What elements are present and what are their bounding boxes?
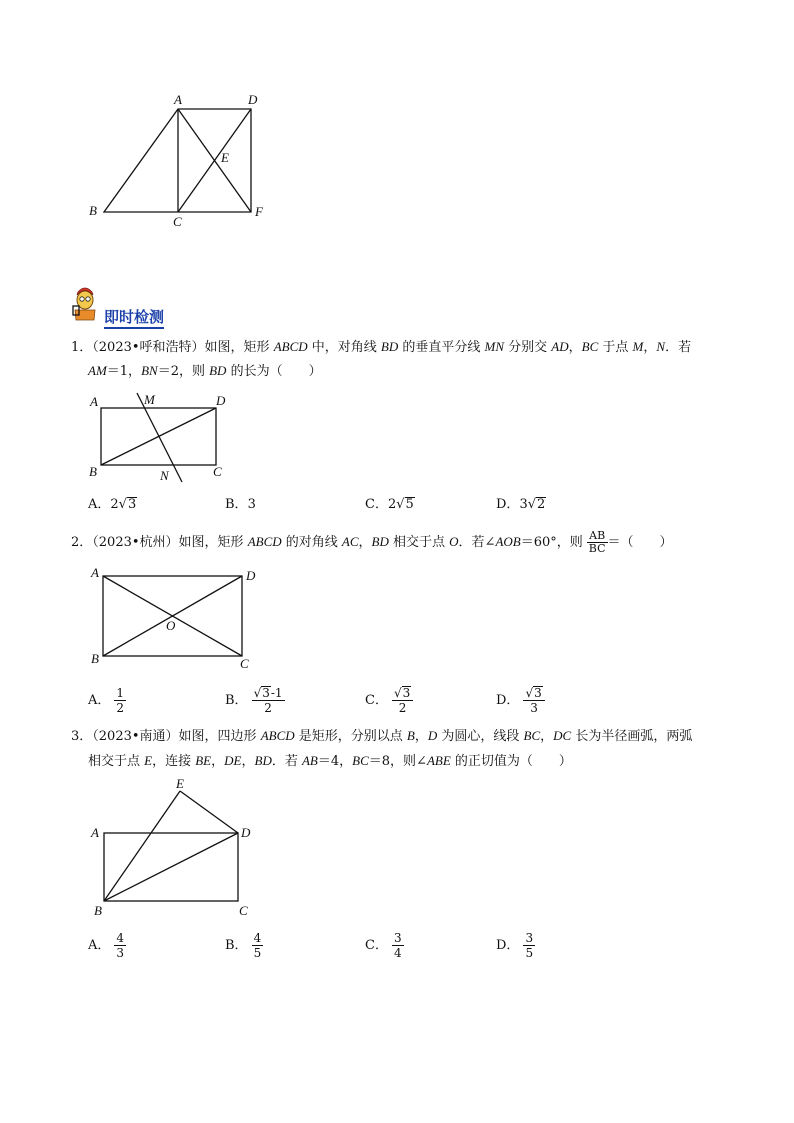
label-c: C xyxy=(173,214,182,229)
label-b: B xyxy=(89,203,97,218)
label-n: N xyxy=(160,468,169,483)
label-c: C xyxy=(239,903,248,918)
label-a: A xyxy=(91,825,99,840)
mascot-icon xyxy=(70,286,100,324)
label-d: D xyxy=(241,825,251,840)
q3-option-a[interactable]: A． $\frac{4}{3}$ xyxy=(88,931,125,960)
label-f: F xyxy=(255,204,263,219)
q2-number: 2． xyxy=(71,535,93,550)
q3-source: （2023•南通） xyxy=(92,729,179,744)
q2-line1: 2．（2023•杭州）如图，矩形 ABCD 的对角线 AC，BD 相交于点 O．若∠AOB＝60°，则 $\frac{AB}{BC}$ ＝（ ） xyxy=(71,529,673,555)
label-e: E xyxy=(176,776,184,791)
label-d: D xyxy=(248,92,258,107)
label-b: B xyxy=(94,903,102,918)
label-a: A xyxy=(174,92,182,107)
segment-de xyxy=(180,791,238,833)
label-o: O xyxy=(166,618,176,633)
label-d: D xyxy=(246,568,256,583)
label-b: B xyxy=(91,651,99,666)
q1-line2: AM＝1，BN＝2，则 BD 的长为（ ） xyxy=(88,363,322,379)
label-a: A xyxy=(91,565,99,580)
diagonal-bd xyxy=(104,833,238,901)
q1-line1: 1．（2023•呼和浩特）如图，矩形 ABCD 中，对角线 BD 的垂直平分线 MN 分别交 AD，BC 于点 M，N．若 xyxy=(71,339,692,355)
figure-q3 xyxy=(84,774,264,922)
q2-option-b[interactable]: B． $\frac{√3-1}{2}$ xyxy=(225,686,283,715)
label-d: D xyxy=(216,393,226,408)
label-a: A xyxy=(90,394,98,409)
q3-option-d[interactable]: D． $\frac{3}{5}$ xyxy=(496,931,534,960)
section-title: 即时检测 xyxy=(104,307,164,329)
q3-option-c[interactable]: C． $\frac{3}{4}$ xyxy=(365,931,402,960)
figure-q2 xyxy=(84,560,274,672)
q1-number: 1． xyxy=(71,340,93,355)
q3-line1: 3．（2023•南通）如图，四边形 ABCD 是矩形，分别以点 B，D 为圆心，线段 BC，DC 长为半径画弧，两弧 xyxy=(71,728,693,744)
q2-fraction: $\frac{AB}{BC}$ xyxy=(588,529,606,555)
label-e: E xyxy=(221,150,229,165)
q2-option-d[interactable]: D． $\frac{√3}{3}$ xyxy=(496,686,545,715)
q1-option-b[interactable]: B．3 xyxy=(225,497,256,512)
segment-be xyxy=(104,791,180,901)
q3-option-b[interactable]: B． $\frac{4}{5}$ xyxy=(225,931,262,960)
label-c: C xyxy=(240,656,249,671)
q3-line2: 相交于点 E，连接 BE，DE，BD．若 AB＝4，BC＝8，则∠ABE 的正切值为（ ） xyxy=(88,753,572,769)
q1-source: （2023•呼和浩特） xyxy=(92,340,205,355)
label-c: C xyxy=(213,464,222,479)
q1-option-d[interactable]: D．3√2 xyxy=(496,497,546,512)
q3-number: 3． xyxy=(71,729,93,744)
figure-parallelogram xyxy=(80,88,280,238)
q1-option-c[interactable]: C．2√5 xyxy=(365,497,414,512)
q2-source: （2023•杭州） xyxy=(92,535,179,550)
label-m: M xyxy=(144,392,155,407)
q1-option-a[interactable]: A．2√3 xyxy=(88,497,137,512)
figure-q1 xyxy=(84,388,244,488)
label-b: B xyxy=(89,464,97,479)
q2-option-a[interactable]: A． $\frac{1}{2}$ xyxy=(88,686,125,715)
q2-option-c[interactable]: C． $\frac{√3}{2}$ xyxy=(365,686,413,715)
